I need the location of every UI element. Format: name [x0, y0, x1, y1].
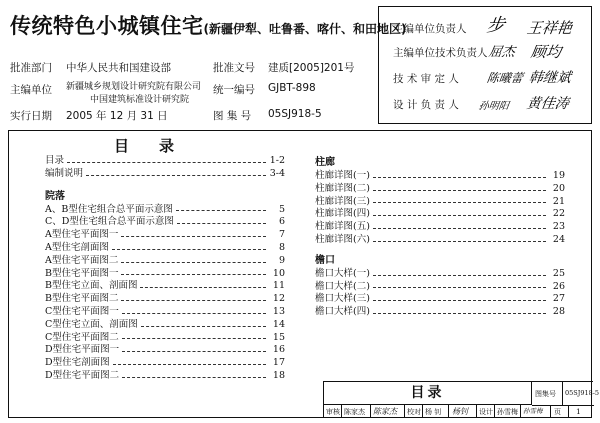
title-block-title: 目录	[324, 382, 532, 405]
atlas-no-value: 05SJ918-5	[268, 108, 322, 120]
sig-row-label-4: 设 计 负 责 人	[393, 99, 459, 111]
toc-entry-label: 檐口大样(四)	[315, 306, 370, 318]
toc-entry-page: 11	[272, 280, 285, 292]
title-block-atlas-value: 05SJ918-5	[565, 389, 600, 397]
check-label: 校对	[407, 408, 421, 416]
signature-2: 顾均	[529, 43, 563, 61]
toc-entry-page: 14	[272, 318, 285, 330]
toc-entry[interactable]	[45, 357, 285, 370]
toc-entry[interactable]	[45, 306, 285, 319]
toc-entry-page: 17	[272, 357, 285, 369]
toc-leader-line	[373, 177, 546, 178]
toc-entry-page: 23	[552, 221, 565, 233]
signature-1: 王祥艳	[525, 19, 574, 37]
toc-section-heading: 柱廊	[315, 157, 335, 168]
toc-entry[interactable]	[315, 281, 565, 294]
toc-entry-page: 28	[552, 306, 565, 318]
sig-row-label-2: 主编单位技术负责人	[393, 47, 488, 59]
toc-entry[interactable]	[45, 204, 285, 217]
toc-entry-page: 20	[552, 182, 565, 194]
review-signature: 陈家杰	[373, 407, 397, 416]
toc-entry-page: 24	[552, 233, 565, 245]
sig-row-label-1: 主编单位负责人	[393, 23, 467, 35]
toc-leader-line	[373, 228, 546, 229]
impl-date-label: 实行日期	[10, 110, 52, 122]
toc-entry[interactable]	[315, 234, 565, 247]
toc-entry-label: 柱廊详图(六)	[315, 233, 370, 245]
toc-entry-label: 编制说明	[45, 167, 84, 179]
toc-entry[interactable]	[315, 293, 565, 306]
toc-entry-page: 27	[552, 293, 565, 305]
toc-entry-page: 1-2	[269, 155, 285, 166]
toc-leader-line	[140, 287, 266, 288]
toc-leader-line	[373, 300, 546, 301]
toc-leader-line	[176, 210, 266, 211]
toc-title: 目录	[114, 137, 205, 155]
toc-entry[interactable]	[45, 168, 285, 181]
check-name: 杨 钊	[425, 408, 442, 416]
toc-entry-label: B型住宅立面、剖面图	[45, 280, 138, 292]
toc-entry-page: 12	[272, 293, 285, 305]
editor-label: 主编单位	[10, 84, 52, 96]
toc-section-heading: 院落	[45, 190, 65, 202]
toc-entry[interactable]	[45, 280, 285, 293]
toc-entry[interactable]	[315, 221, 565, 234]
page-label: 页	[554, 408, 561, 416]
toc-entry-page: 18	[272, 369, 285, 381]
toc-leader-line	[373, 202, 546, 203]
toc-entry-page: 5	[278, 203, 285, 215]
signature-4: 黄佳涛	[525, 96, 570, 112]
toc-entry-page: 16	[272, 344, 285, 356]
unified-no-label: 统一编号	[213, 84, 255, 96]
design-label: 设计	[479, 408, 493, 416]
toc-leader-line	[373, 287, 546, 288]
toc-leader-line	[122, 313, 266, 314]
atlas-no-label: 图 集 号	[213, 110, 252, 122]
toc-entry-page: 8	[278, 241, 285, 253]
toc-leader-line	[67, 162, 266, 163]
toc-entry[interactable]	[315, 183, 565, 196]
unified-no-value: GJBT-898	[268, 82, 316, 94]
toc-entry-label: D型住宅平面图二	[45, 369, 120, 381]
toc-entry-page: 9	[278, 254, 285, 266]
editor-value-2: 中国建筑标准设计研究院	[90, 95, 190, 105]
toc-entry-label: C型住宅平面图一	[45, 305, 119, 317]
toc-leader-line	[112, 249, 266, 250]
title-block-atlas-label: 图集号	[535, 390, 556, 398]
design-signature: 孙雪梅	[523, 407, 543, 415]
toc-entry-label: 目录	[45, 155, 65, 166]
toc-entry-label: 檐口大样(三)	[315, 293, 370, 305]
toc-entry-page: 21	[552, 195, 565, 207]
title-subtitle: (新疆伊犁、吐鲁番、喀什、和田地区)	[203, 22, 407, 36]
toc-frame	[8, 130, 600, 418]
toc-entry[interactable]	[45, 229, 285, 242]
toc-entry-label: 柱廊详图(四)	[315, 208, 370, 220]
title-main: 传统特色小城镇住宅	[10, 14, 204, 38]
toc-entry-label: 柱廊详图(五)	[315, 221, 370, 233]
toc-entry-label: D型住宅剖面图	[45, 357, 110, 369]
impl-date-value: 2005 年 12 月 31 日	[66, 110, 168, 122]
title-block	[323, 381, 600, 417]
toc-entry-label: D型住宅平面图一	[45, 344, 120, 356]
toc-entry-page: 10	[272, 267, 285, 279]
approval-no-value: 建质[2005]201号	[268, 62, 355, 74]
toc-entry-label: 柱廊详图(一)	[315, 170, 370, 181]
toc-leader-line	[373, 241, 546, 242]
check-signature: 杨钊	[452, 407, 468, 416]
toc-entry-label: A型住宅平面图二	[45, 254, 119, 266]
toc-entry-page: 7	[278, 229, 285, 241]
toc-entry-page: 6	[278, 216, 285, 228]
toc-entry-page: 25	[552, 267, 565, 279]
toc-entry[interactable]	[45, 268, 285, 281]
toc-right-column	[315, 155, 565, 319]
signature-box	[378, 6, 592, 124]
toc-leader-line	[373, 215, 546, 216]
toc-leader-line	[121, 236, 266, 237]
approval-no-label: 批准文号	[213, 62, 255, 74]
signature-extra-1: 步	[485, 15, 507, 36]
signature-extra-4: 孙明阳	[477, 101, 510, 112]
toc-entry[interactable]	[315, 170, 565, 183]
signature-extra-3: 陈曦蕾	[485, 71, 524, 85]
toc-entry-label: A型住宅平面图一	[45, 229, 119, 241]
toc-leader-line	[121, 300, 266, 301]
toc-entry-label: C型住宅立面、剖面图	[45, 318, 138, 330]
toc-leader-line	[177, 223, 266, 224]
toc-section-heading: 檐口	[315, 254, 335, 266]
toc-entry-label: 檐口大样(一)	[315, 267, 370, 279]
editor-value-1: 新疆城乡规划设计研究院有限公司	[66, 82, 202, 92]
toc-entry[interactable]	[45, 319, 285, 332]
toc-entry-label: 柱廊详图(三)	[315, 195, 370, 207]
toc-entry-label: 柱廊详图(二)	[315, 182, 370, 194]
toc-entry-label: B型住宅平面图二	[45, 293, 119, 305]
toc-entry-label: C型住宅平面图二	[45, 331, 119, 343]
toc-leader-line	[373, 190, 546, 191]
page-number: 1	[576, 407, 581, 416]
toc-entry[interactable]	[315, 196, 565, 209]
toc-entry-page: 19	[552, 170, 565, 181]
signature-3: 韩继斌	[527, 70, 572, 86]
toc-entry[interactable]	[45, 332, 285, 345]
toc-entry-label: A、B型住宅组合总平面示意图	[45, 203, 173, 215]
signature-extra-2: 屈杰	[487, 45, 516, 60]
toc-entry[interactable]	[45, 370, 285, 383]
toc-leader-line	[141, 326, 266, 327]
toc-entry[interactable]	[315, 208, 565, 221]
toc-leader-line	[121, 274, 266, 275]
header-info	[10, 8, 407, 126]
toc-leader-line	[113, 364, 266, 365]
toc-entry[interactable]	[315, 306, 565, 319]
toc-entry-page: 22	[552, 208, 565, 220]
toc-entry-label: C、D型住宅组合总平面示意图	[45, 216, 174, 228]
toc-leader-line	[122, 377, 266, 378]
review-name: 陈家杰	[344, 408, 365, 416]
toc-leader-line	[121, 262, 266, 263]
toc-entry[interactable]	[45, 155, 285, 168]
page-title	[10, 10, 406, 40]
toc-entry-label: 檐口大样(二)	[315, 280, 370, 292]
approving-dept-value: 中华人民共和国建设部	[66, 62, 171, 74]
toc-entry-page: 15	[272, 331, 285, 343]
toc-entry-page: 26	[552, 280, 565, 292]
toc-left-column	[45, 155, 285, 383]
sig-row-label-3: 技 术 审 定 人	[393, 73, 459, 85]
toc-entry[interactable]	[45, 242, 285, 255]
toc-leader-line	[122, 351, 266, 352]
approving-dept-label: 批准部门	[10, 62, 52, 74]
toc-entry[interactable]	[315, 268, 565, 281]
toc-entry[interactable]	[45, 216, 285, 229]
toc-entry-label: A型住宅剖面图	[45, 241, 109, 253]
toc-entry-label: B型住宅平面图一	[45, 267, 119, 279]
toc-leader-line	[86, 175, 266, 176]
toc-entry[interactable]	[45, 255, 285, 268]
toc-entry[interactable]	[45, 344, 285, 357]
toc-leader-line	[373, 275, 546, 276]
toc-leader-line	[373, 313, 546, 314]
toc-entry-page: 13	[272, 305, 285, 317]
toc-leader-line	[122, 338, 266, 339]
review-label: 审核	[326, 408, 340, 416]
toc-entry-page: 3-4	[269, 167, 285, 179]
design-name: 孙雪梅	[497, 408, 518, 416]
toc-entry[interactable]	[45, 293, 285, 306]
